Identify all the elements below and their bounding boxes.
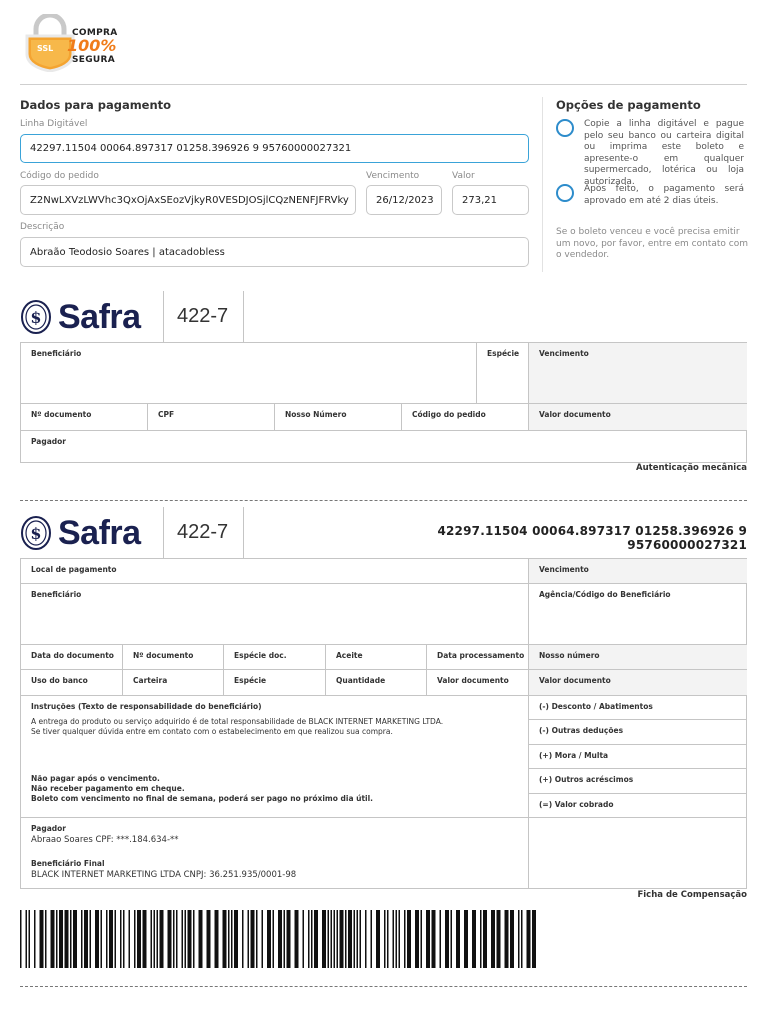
- barcode-bar: [26, 910, 28, 968]
- slip-table: [20, 558, 747, 889]
- barcode-bar: [497, 910, 501, 968]
- barcode-bar: [65, 910, 69, 968]
- barcode-bar: [440, 910, 442, 968]
- barcode-bar: [248, 910, 250, 968]
- slip-instrucoes: [21, 696, 529, 818]
- receipt-beneficiario: Beneficiário: [21, 343, 477, 404]
- slip-local-pagamento: Local de pagamento: [21, 559, 529, 584]
- barcode-bar: [137, 910, 141, 968]
- cut-line-top: [20, 500, 747, 501]
- receipt-pagador: Pagador: [31, 437, 67, 446]
- barcode-bar: [101, 910, 103, 968]
- slip-outras-deducoes: (-) Outras deduções: [529, 720, 747, 745]
- barcode-bar: [70, 910, 72, 968]
- instrucoes-line-2: Se tiver qualquer dúvida entre em contato com o estabelecimento em que realizou sua compra.: [31, 727, 393, 736]
- badge-percent-text: 100%: [67, 36, 117, 55]
- valor-label: Valor: [452, 171, 475, 181]
- barcode-bar: [56, 910, 58, 968]
- barcode-bar: [376, 910, 380, 968]
- barcode-bar: [168, 910, 172, 968]
- barcode-bar: [407, 910, 411, 968]
- barcode-bar: [451, 910, 453, 968]
- instrucoes-bold-1: Não pagar após o vencimento.: [31, 774, 160, 783]
- barcode-bar: [399, 910, 401, 968]
- barcode-bar: [109, 910, 113, 968]
- barcode-bar: [40, 910, 44, 968]
- barcode: [20, 910, 536, 968]
- barcode-bar: [357, 910, 359, 968]
- barcode-bar: [143, 910, 147, 968]
- receipt-nosso-numero: Nosso Número: [275, 404, 402, 431]
- slip-valor-cobrado: (=) Valor cobrado: [529, 794, 747, 818]
- barcode-bar: [354, 910, 356, 968]
- barcode-bar: [231, 910, 233, 968]
- option-copy-line[interactable]: [556, 119, 744, 188]
- barcode-bar: [59, 910, 63, 968]
- barcode-bar: [348, 910, 352, 968]
- option-approval-text: Após feito, o pagamento será aprovado em até 2 dias úteis.: [584, 184, 744, 206]
- slip-linha-digitavel: 42297.11504 00064.897317 01258.396926 9 95760000027321: [437, 524, 747, 552]
- barcode-bar: [393, 910, 395, 968]
- linha-digitavel-field[interactable]: 42297.11504 00064.897317 01258.396926 9 95760000027321: [20, 134, 529, 163]
- receipt-vencimento: Vencimento: [529, 343, 747, 404]
- barcode-bar: [384, 910, 386, 968]
- barcode-bar: [123, 910, 125, 968]
- slip-pagador-right: [529, 818, 747, 888]
- receipt-table: [20, 342, 747, 463]
- barcode-bar: [120, 910, 122, 968]
- barcode-bar: [314, 910, 318, 968]
- barcode-bar: [228, 910, 230, 968]
- barcode-bar: [371, 910, 373, 968]
- barcode-bar: [223, 910, 227, 968]
- barcode-bar: [182, 910, 184, 968]
- barcode-bar: [328, 910, 330, 968]
- barcode-bar: [491, 910, 495, 968]
- logo-separator: [163, 291, 164, 343]
- barcode-bar: [45, 910, 47, 968]
- expired-note: Se o boleto venceu e você precisa emitir um novo, por favor, entre em contato com o vendedor.: [556, 227, 748, 260]
- barcode-bar: [185, 910, 187, 968]
- barcode-bar: [215, 910, 219, 968]
- slip-mora-multa: (+) Mora / Multa: [529, 745, 747, 769]
- barcode-bar: [445, 910, 449, 968]
- barcode-bar: [129, 910, 131, 968]
- ssl-label: SSL: [37, 44, 54, 53]
- barcode-bar: [188, 910, 192, 968]
- barcode-bar: [483, 910, 487, 968]
- barcode-bar: [262, 910, 264, 968]
- slip-data-documento: Data do documento: [21, 645, 123, 670]
- barcode-bar: [303, 910, 305, 968]
- slip-aceite: Aceite: [326, 645, 427, 670]
- instrucoes-bold-2: Não receber pagamento em cheque.: [31, 784, 185, 793]
- barcode-bar: [278, 910, 282, 968]
- barcode-bar: [154, 910, 156, 968]
- barcode-bar: [256, 910, 258, 968]
- autenticacao-mecanica: Autenticação mecânica: [636, 463, 747, 473]
- barcode-bar: [115, 910, 117, 968]
- barcode-bar: [95, 910, 99, 968]
- svg-text:$: $: [30, 308, 42, 327]
- vertical-divider: [542, 97, 543, 272]
- slip-vencimento: Vencimento: [529, 559, 747, 584]
- safra-logo: [20, 291, 158, 343]
- barcode-bar: [456, 910, 460, 968]
- barcode-bar: [157, 910, 159, 968]
- radio-circle-icon[interactable]: [556, 119, 574, 137]
- barcode-bar: [267, 910, 271, 968]
- code-separator: [243, 291, 244, 343]
- safra-emblem-icon: [20, 299, 52, 335]
- barcode-bar: [242, 910, 244, 968]
- barcode-bar: [505, 910, 509, 968]
- barcode-bar: [510, 910, 514, 968]
- option-copy-text: Copie a linha digitável e pague pelo seu banco ou carteira digital ou imprima este boleto e apresente-o em qualquer supermercado, lotérica ou loja autorizada.: [584, 119, 744, 187]
- instrucoes-bold-3: Boleto com vencimento no final de semana, poderá ser pago no próximo dia útil.: [31, 794, 374, 803]
- barcode-bar: [345, 910, 347, 968]
- barcode-bar: [199, 910, 203, 968]
- slip-carteira: Carteira: [123, 670, 224, 696]
- barcode-bar: [160, 910, 164, 968]
- barcode-bar: [532, 910, 536, 968]
- barcode-bar: [151, 910, 153, 968]
- barcode-bar: [295, 910, 299, 968]
- descricao-field[interactable]: Abraão Teodosio Soares | atacadobless: [20, 237, 529, 267]
- bank-code-slip: 422-7: [177, 521, 229, 543]
- barcode-bar: [176, 910, 178, 968]
- options-section-title: Opções de pagamento: [556, 98, 701, 112]
- barcode-bar: [73, 910, 77, 968]
- instrucoes-line-1: A entrega do produto ou serviço adquirido é de total responsabilidade de BLACK INTERNET MARKETING LTDA.: [31, 717, 444, 726]
- slip-valor-documento: Valor documento: [529, 670, 747, 696]
- safra-wordmark: Safra: [58, 513, 141, 552]
- receipt-cpf: CPF: [148, 404, 275, 431]
- slip-uso-banco: Uso do banco: [21, 670, 123, 696]
- barcode-bar: [29, 910, 31, 968]
- codigo-pedido-label: Código do pedido: [20, 171, 99, 181]
- slip-beneficiario: Beneficiário: [21, 584, 529, 645]
- barcode-bar: [337, 910, 339, 968]
- top-divider: [20, 84, 747, 85]
- benef-final-value: BLACK INTERNET MARKETING LTDA CNPJ: 36.251.935/0001-98: [31, 870, 297, 880]
- codigo-pedido-field[interactable]: Z2NwLXVzLWVhc3QxOjAxSEozVjkyR0VESDJOSjlCQzNENFJFRVky: [20, 185, 356, 215]
- valor-field[interactable]: 273,21: [452, 185, 529, 215]
- receipt-codigo-pedido: Código do pedido: [402, 404, 529, 431]
- instrucoes-title: Instruções (Texto de responsabilidade do beneficiário): [31, 702, 262, 711]
- barcode-bar: [480, 910, 482, 968]
- safra-emblem-icon: [20, 515, 52, 551]
- barcode-bar: [284, 910, 286, 968]
- barcode-bar: [518, 910, 520, 968]
- barcode-bar: [521, 910, 523, 968]
- pagador-value: Abraao Soares CPF: ***.184.634-**: [31, 835, 179, 845]
- vencimento-label: Vencimento: [366, 171, 420, 181]
- barcode-bar: [234, 910, 238, 968]
- logo-separator: [163, 507, 164, 559]
- safra-wordmark: Safra: [58, 297, 141, 336]
- badge-segura-text: SEGURA: [72, 55, 116, 65]
- barcode-bar: [432, 910, 436, 968]
- barcode-bar: [464, 910, 468, 968]
- code-separator: [243, 507, 244, 559]
- barcode-bar: [365, 910, 367, 968]
- barcode-bar: [106, 910, 108, 968]
- slip-pagador: [21, 818, 529, 888]
- pagador-label: Pagador: [31, 824, 67, 833]
- svg-text:$: $: [30, 524, 42, 543]
- descricao-label: Descrição: [20, 222, 65, 232]
- ssl-secure-badge: [20, 14, 126, 72]
- barcode-bar: [251, 910, 255, 968]
- barcode-bar: [308, 910, 310, 968]
- receipt-n-documento: Nº documento: [21, 404, 148, 431]
- barcode-bar: [287, 910, 291, 968]
- barcode-bar: [311, 910, 313, 968]
- barcode-bar: [340, 910, 344, 968]
- receipt-especie: Espécie: [477, 343, 529, 404]
- barcode-bar: [134, 910, 136, 968]
- slip-agencia: Agência/Código do Beneficiário: [529, 584, 747, 645]
- barcode-bar: [322, 910, 326, 968]
- barcode-bar: [273, 910, 275, 968]
- ficha-compensacao: Ficha de Compensação: [637, 890, 747, 900]
- barcode-bar: [527, 910, 531, 968]
- barcode-bar: [404, 910, 406, 968]
- barcode-bar: [331, 910, 333, 968]
- barcode-bar: [387, 910, 389, 968]
- vencimento-field[interactable]: 26/12/2023: [366, 185, 442, 215]
- radio-circle-icon[interactable]: [556, 184, 574, 202]
- slip-especie-doc: Espécie doc.: [224, 645, 326, 670]
- slip-nosso-numero: Nosso número: [529, 645, 747, 670]
- slip-outros-acrescimos: (+) Outros acréscimos: [529, 769, 747, 794]
- bank-code: 422-7: [177, 305, 229, 327]
- barcode-bar: [84, 910, 88, 968]
- linha-digitavel-label: Linha Digitável: [20, 119, 88, 129]
- barcode-bar: [396, 910, 398, 968]
- barcode-bar: [207, 910, 211, 968]
- slip-n-documento: Nº documento: [123, 645, 224, 670]
- barcode-bar: [81, 910, 83, 968]
- cut-line-bottom: [20, 986, 747, 987]
- barcode-bar: [51, 910, 55, 968]
- barcode-bar: [34, 910, 36, 968]
- barcode-bar: [415, 910, 419, 968]
- barcode-bar: [472, 910, 476, 968]
- barcode-bar: [20, 910, 22, 968]
- safra-logo-slip: [20, 507, 158, 559]
- barcode-bar: [90, 910, 92, 968]
- slip-desconto: (-) Desconto / Abatimentos: [529, 696, 747, 720]
- barcode-bar: [173, 910, 175, 968]
- barcode-bar: [426, 910, 430, 968]
- barcode-bar: [421, 910, 423, 968]
- slip-data-processamento: Data processamento: [427, 645, 529, 670]
- barcode-bar: [193, 910, 195, 968]
- option-approval[interactable]: [556, 184, 744, 207]
- receipt-valor-documento: Valor documento: [529, 404, 747, 431]
- barcode-bar: [334, 910, 336, 968]
- payment-section-title: Dados para pagamento: [20, 98, 172, 112]
- slip-valor-documento-left: Valor documento: [427, 670, 529, 696]
- slip-quantidade: Quantidade: [326, 670, 427, 696]
- slip-especie: Espécie: [224, 670, 326, 696]
- badge-compra-text: COMPRA: [72, 28, 118, 38]
- benef-final-label: Beneficiário Final: [31, 859, 105, 868]
- barcode-bar: [360, 910, 362, 968]
